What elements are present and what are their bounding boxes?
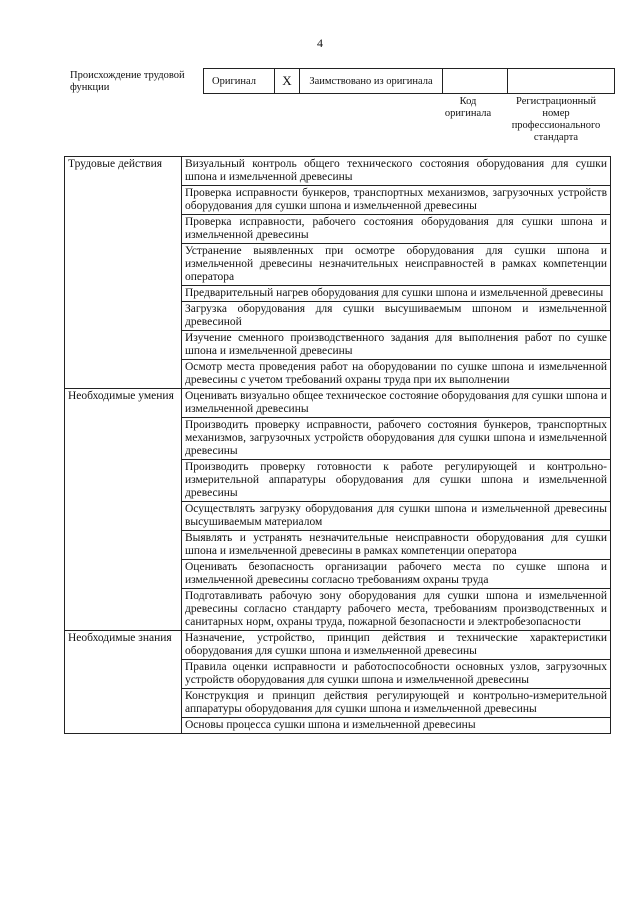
original-label: Оригинал	[204, 69, 275, 94]
section-item: Подготавливать рабочую зону оборудования для сушки шпона и измельченной древесины согласно стандарту рабочего места, требованиям производственных и санитарных норм, охраны труда, пожарной безопасности и электробезопасности	[182, 589, 611, 631]
section-item: Производить проверку готовности к работе регулирующей и контрольно-измерительной аппаратуры оборудования для сушки шпона и измельченной древесины	[182, 460, 611, 502]
section-title: Трудовые действия	[65, 157, 182, 389]
origin-label: Происхождение трудовой функции	[70, 70, 185, 93]
section-item: Правила оценки исправности и работоспособности основных узлов, загрузочных устройств оборудования для сушки шпона и измельченной древесины	[182, 660, 611, 689]
section-item: Загрузка оборудования для сушки высушиваемым шпоном и измельченной древесиной	[182, 302, 611, 331]
borrowed-label: Заимствовано из оригинала	[300, 69, 443, 94]
section-item: Осмотр места проведения работ на оборудовании по сушке шпона и измельченной древесины с учетом требований охраны труда при их выполнении	[182, 360, 611, 389]
page-number: 4	[317, 36, 323, 50]
section-item: Предварительный нагрев оборудования для сушки шпона и измельченной древесины	[182, 286, 611, 302]
section-item: Назначение, устройство, принцип действия и технические характеристики оборудования для сушки шпона и измельченной древесины	[182, 631, 611, 660]
section-item: Производить проверку исправности, рабочего состояния бункеров, транспортных механизмов, загрузочных устройств оборудования для сушки шпона и измельченной древесины	[182, 418, 611, 460]
section-item: Проверка исправности бункеров, транспортных механизмов, загрузочных устройств оборудования для сушки шпона и измельченной древесины	[182, 186, 611, 215]
section-item: Основы процесса сушки шпона и измельченной древесины	[182, 718, 611, 734]
original-code-cell	[443, 69, 508, 94]
section-title: Необходимые умения	[65, 389, 182, 631]
section-item: Проверка исправности, рабочего состояния оборудования для сушки шпона и измельченной древесины	[182, 215, 611, 244]
section-item: Оценивать визуально общее техническое состояние оборудования для сушки шпона и измельченной древесины	[182, 389, 611, 418]
section-item: Визуальный контроль общего технического состояния оборудования для сушки шпона и измельченной древесины	[182, 157, 611, 186]
section-item: Устранение выявленных при осмотре оборудования для сушки шпона и измельченной древесины незначительных неисправностей в рамках компетенции оператора	[182, 244, 611, 286]
section-item: Выявлять и устранять незначительные неисправности оборудования для сушки шпона и измельченной древесины в рамках компетенции оператора	[182, 531, 611, 560]
functions-table	[64, 156, 611, 734]
registration-caption: Регистрационный номер профессионального стандарта	[511, 96, 601, 143]
section-item: Оценивать безопасность организации рабочего места по сушке шпона и измельченной древесины согласно требованиям охраны труда	[182, 560, 611, 589]
section-item: Изучение сменного производственного задания для выполнения работ по сушке шпона и измельченной древесины	[182, 331, 611, 360]
section-item: Осуществлять загрузку оборудования для сушки шпона и измельченной древесины высушиваемым материалом	[182, 502, 611, 531]
section-item: Конструкция и принцип действия регулирующей и контрольно-измерительной аппаратуры оборудования для сушки шпона и измельченной древесины	[182, 689, 611, 718]
original-mark: X	[275, 69, 300, 94]
registration-number-cell	[508, 69, 615, 94]
code-caption: Код оригинала	[444, 96, 492, 119]
table-row	[65, 157, 611, 186]
origin-table	[203, 68, 615, 94]
table-row	[65, 389, 611, 418]
section-title: Необходимые знания	[65, 631, 182, 734]
table-row	[65, 631, 611, 660]
